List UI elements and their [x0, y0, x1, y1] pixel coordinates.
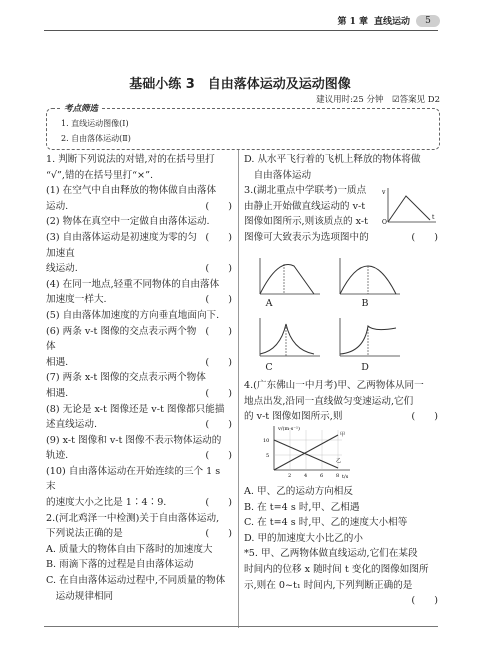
answer-bracket: ( )	[411, 231, 438, 243]
line-text: A. 甲、乙的运动方向相反	[244, 486, 353, 497]
line-text: (9) x-t 图像和 v-t 图像不表示物体运动的	[46, 434, 222, 446]
q4-vt-graph	[262, 424, 354, 480]
line-text: 4.(广东佛山一中月考)甲、乙两物体从同一	[244, 380, 424, 391]
line-text: 3.(湖北重点中学联考)一质点	[244, 185, 367, 197]
line-text: (5) 自由落体加速度的方向垂直地面向下.	[46, 309, 220, 321]
answer-bracket: ( )	[205, 528, 232, 540]
line-text: 自由落体运动	[244, 169, 312, 181]
text-line	[46, 557, 232, 573]
svg-text:t: t	[432, 214, 435, 221]
text-line	[46, 292, 232, 308]
q4-x-tick: 6	[320, 473, 324, 479]
text-line	[244, 152, 438, 168]
line-text: 由静止开始做直线运动的 v-t	[244, 200, 366, 212]
text-line	[244, 168, 438, 184]
text-line	[46, 261, 232, 277]
q4-series-label: 甲	[340, 432, 346, 438]
text-line	[46, 573, 232, 589]
q4-y-tick: 10	[263, 438, 270, 444]
option-label: B	[361, 298, 369, 309]
line-text: D. 从水平飞行着的飞机上释放的物体将做	[244, 154, 421, 165]
q4-x-axis-label: t/s	[342, 474, 349, 480]
text-line	[46, 433, 232, 449]
text-line	[46, 448, 232, 464]
text-line	[46, 511, 232, 527]
page-number: 5	[416, 15, 440, 27]
text-line	[46, 417, 232, 433]
text-line	[244, 546, 438, 562]
text-line	[46, 152, 232, 168]
q3-option-a-graph	[254, 256, 324, 298]
option-label: A	[265, 298, 273, 309]
text-line	[46, 324, 232, 355]
text-line	[244, 562, 438, 578]
line-text: B. 在 t=4 s 时,甲、乙相遇	[244, 501, 360, 513]
q3-option-c-graph	[254, 316, 324, 360]
answer-bracket: ( )	[205, 200, 232, 212]
line-text: 运动.	[46, 200, 69, 212]
line-text: (2) 物体在真空中一定做自由落体运动.	[46, 216, 210, 228]
line-text: (7) 两条 x-t 图像的交点表示两个物体	[46, 372, 206, 384]
chapter-number: 第 1 章	[337, 17, 368, 27]
line-text: 的 v-t 图像如图所示,则	[244, 411, 343, 423]
line-text: C. 在自由落体运动过程中,不同质量的物体	[46, 575, 226, 587]
line-text: 相遇.	[46, 387, 69, 399]
answer-bracket: ( )	[411, 411, 438, 423]
text-line	[46, 199, 232, 215]
line-text: (4) 在同一地点,轻重不同物体的自由落体	[46, 278, 220, 290]
answer-bracket: ( )	[205, 294, 232, 306]
text-line	[244, 531, 438, 547]
text-line	[244, 578, 438, 594]
text-line	[244, 378, 438, 394]
answer-bracket: ( )	[411, 595, 438, 607]
line-text: 加速度一样大.	[46, 294, 107, 306]
svg-text:O: O	[382, 219, 387, 226]
text-line	[46, 464, 232, 495]
line-text: 轨迹.	[46, 450, 69, 462]
text-line	[46, 355, 232, 371]
answer-bracket: ( )	[205, 450, 232, 462]
answer-bracket: ( )	[205, 356, 232, 368]
answer-bracket: ( )	[205, 387, 232, 399]
answer-bracket: ( )	[205, 231, 232, 243]
line-text: “√”,错的在括号里打“×”.	[46, 169, 154, 181]
text-line	[46, 168, 232, 184]
focus-label: 考点筛选	[61, 102, 101, 114]
q4-x-tick: 4	[304, 473, 308, 479]
focus-item: 2. 自由落体运动(Ⅱ)	[61, 134, 131, 143]
q4-series-label: 乙	[336, 458, 342, 464]
svg-text:v: v	[382, 189, 386, 196]
line-text: 图像如图所示,则该质点的 x-t	[244, 216, 368, 228]
line-text: B. 雨滴下落的过程是自由落体运动	[46, 559, 194, 571]
q4-x-tick: 2	[288, 473, 292, 479]
suggested-time: 建议用时:25 分钟 ☑答案见 D2	[316, 95, 440, 105]
header-rule	[44, 30, 438, 31]
q3-vt-graph	[380, 186, 440, 226]
answer-bracket: ( )	[205, 325, 232, 337]
line-text: (8) 无论是 x-t 图像还是 v-t 图像都只能描	[46, 403, 225, 415]
option-label: C	[265, 362, 273, 373]
line-text: 述直线运动.	[46, 419, 98, 431]
line-text: 1. 判断下列说法的对错,对的在括号里打	[46, 154, 215, 165]
line-text: 的速度大小之比是 1∶4∶9.	[46, 497, 167, 509]
line-text: D. 甲的加速度大小比乙的小	[244, 532, 363, 544]
page-header	[337, 14, 440, 27]
text-line	[46, 495, 232, 511]
text-line	[46, 402, 232, 418]
text-line	[244, 394, 438, 410]
q3-option-b-graph	[334, 256, 404, 298]
answer-bracket: ( )	[205, 419, 232, 431]
answer-bracket: ( )	[205, 497, 232, 509]
line-text: (1) 在空气中自由释放的物体做自由落体	[46, 185, 217, 197]
q4-x-tick: 8	[336, 473, 340, 479]
chapter-title: 直线运动	[373, 17, 410, 27]
text-line	[244, 230, 438, 246]
text-line	[244, 500, 438, 516]
text-line	[46, 277, 232, 293]
line-text: C. 在 t=4 s 时,甲、乙的速度大小相等	[244, 517, 408, 529]
text-line	[46, 183, 232, 199]
text-line	[244, 484, 438, 500]
line-text: (6) 两条 v-t 图像的交点表示两个物体	[46, 325, 197, 353]
footer-rule	[44, 626, 438, 627]
text-line	[46, 230, 232, 261]
right-column-q4	[244, 378, 438, 425]
q3-option-d-graph	[334, 316, 404, 360]
line-text: 图像可大致表示为选项图中的	[244, 231, 369, 243]
text-line	[46, 589, 232, 605]
line-text: 线运动.	[46, 263, 78, 275]
answer-bracket: ( )	[205, 263, 232, 275]
line-text: 示,则在 0~t₁ 时间内,下列判断正确的是	[244, 579, 413, 591]
column-divider	[238, 150, 239, 628]
left-column	[46, 152, 232, 604]
line-text: 地点出发,沿同一直线做匀变速运动,它们	[244, 395, 414, 407]
right-column-bottom	[244, 484, 438, 609]
line-text: A. 质量大的物体自由下落时的加速度大	[46, 543, 213, 555]
line-text: (3) 自由落体运动是初速度为零的匀加速直	[46, 231, 197, 259]
line-text: 运动规律相同	[46, 590, 114, 602]
text-line	[46, 370, 232, 386]
focus-box	[46, 104, 440, 150]
focus-item: 1. 直线运动图像(Ⅰ)	[61, 119, 129, 128]
line-text: 时间内的位移 x 随时间 t 变化的图像如图所	[244, 563, 429, 575]
text-line	[244, 409, 438, 425]
text-line	[46, 214, 232, 230]
line-text: 下列说法正确的是	[46, 528, 123, 540]
q4-y-axis-label: v/(m·s⁻¹)	[278, 426, 300, 432]
line-text: (10) 自由落体运动在开始连续的三个 1 s 末	[46, 465, 221, 493]
option-label: D	[361, 362, 369, 373]
q4-y-tick: 5	[266, 453, 270, 459]
line-text: 相遇.	[46, 356, 69, 368]
text-line	[46, 386, 232, 402]
text-line	[46, 526, 232, 542]
line-text: *5. 甲、乙两物体做直线运动,它们在某段	[244, 548, 418, 560]
text-line	[244, 515, 438, 531]
line-text: 2.(河北鸡泽一中检测)关于自由落体运动,	[46, 512, 220, 524]
page-title: 基础小练 3 自由落体运动及运动图像	[129, 77, 351, 92]
text-line	[46, 308, 232, 324]
text-line	[46, 542, 232, 558]
